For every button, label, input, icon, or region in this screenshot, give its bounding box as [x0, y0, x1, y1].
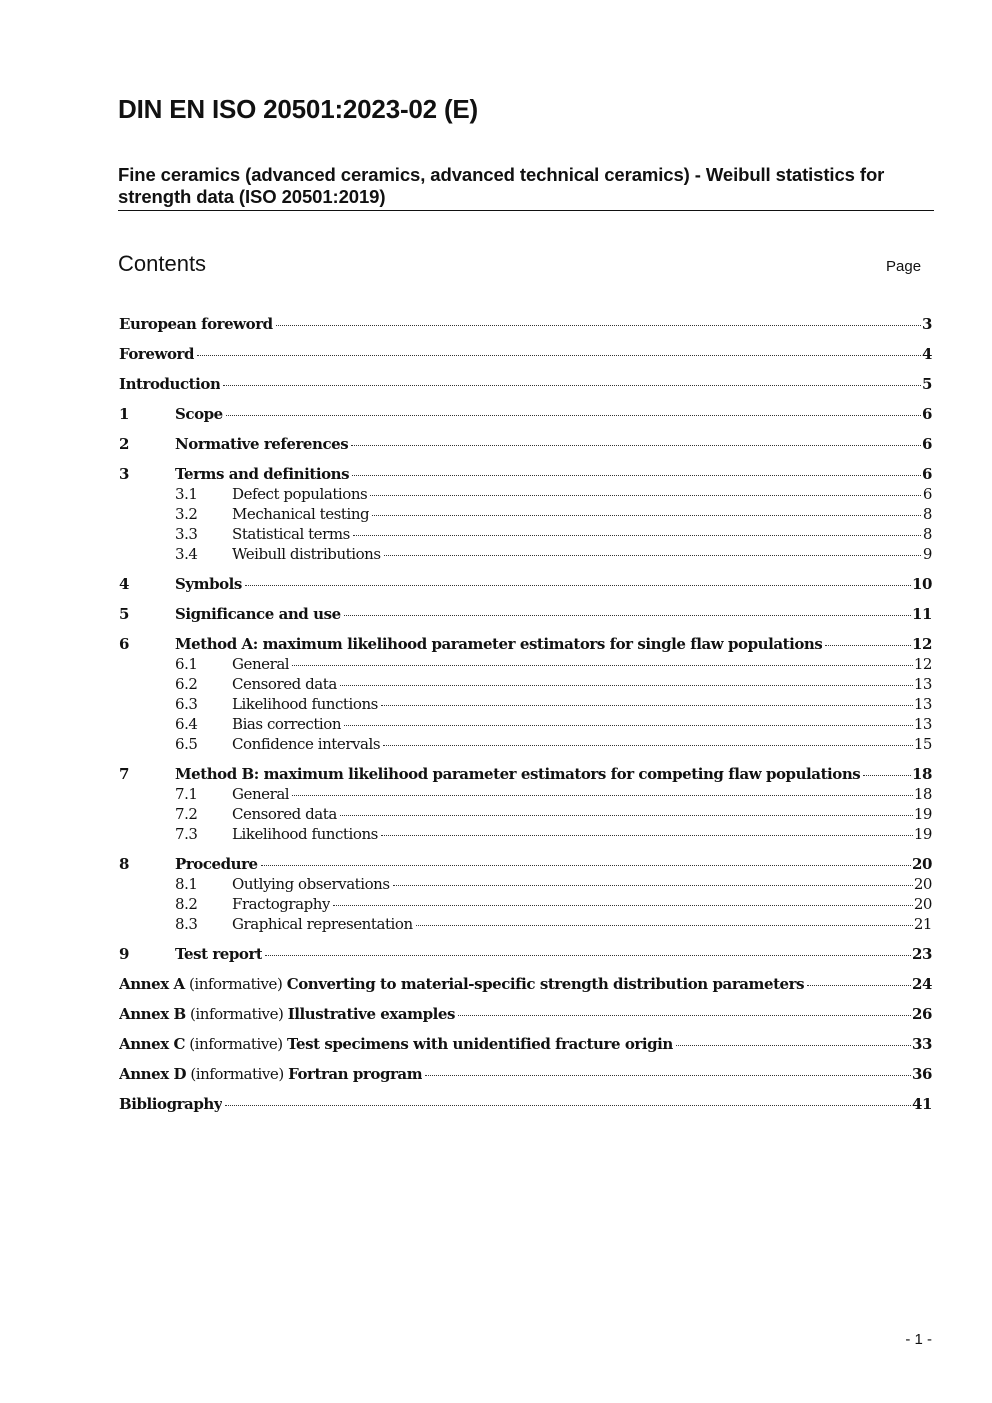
toc-entry-page: 11 — [912, 605, 932, 623]
toc-entry-number: 3 — [119, 465, 129, 483]
toc-entry-text: Weibull distributions — [232, 545, 381, 563]
toc-entry-text: Bibliography — [119, 1095, 223, 1113]
toc-entry-3-2[interactable] — [119, 504, 932, 524]
toc-entry-bibliography[interactable] — [119, 1094, 932, 1114]
toc-entry-number: 7.2 — [175, 805, 198, 823]
toc-entry-6-4[interactable] — [119, 714, 932, 734]
toc-entry-page: 4 — [922, 345, 932, 363]
dot-leader — [863, 775, 911, 776]
toc-entry-number: 3.2 — [175, 505, 198, 523]
annex-prefix: Annex B — [119, 1005, 186, 1023]
toc-entry-text: Mechanical testing — [232, 505, 370, 523]
toc-entry-6[interactable] — [119, 634, 932, 654]
toc-entry-text: Likelihood functions — [232, 695, 378, 713]
toc-entry-number: 4 — [119, 575, 129, 593]
dot-leader — [393, 885, 913, 886]
dot-leader — [344, 725, 913, 726]
annex-prefix: Annex D — [119, 1065, 187, 1083]
toc-entry-page: 20 — [912, 855, 932, 873]
toc-entry-3-1[interactable] — [119, 484, 932, 504]
annex-prefix: Annex C — [119, 1035, 185, 1053]
toc-entry-3-3[interactable] — [119, 524, 932, 544]
toc-entry-annex-b[interactable] — [119, 1004, 932, 1024]
dot-leader — [381, 835, 913, 836]
dot-leader — [292, 795, 913, 796]
toc-entry-number: 9 — [119, 945, 129, 963]
toc-entry-text: General — [232, 655, 290, 673]
dot-leader — [197, 355, 921, 356]
toc-entry-page: 12 — [913, 655, 932, 673]
toc-entry-text: General — [232, 785, 290, 803]
toc-entry-page: 6 — [922, 485, 932, 503]
dot-leader — [265, 955, 911, 956]
toc-entry-number: 6.2 — [175, 675, 198, 693]
dot-leader — [276, 325, 921, 326]
toc-entry-number: 8 — [119, 855, 129, 873]
toc-entry-page: 13 — [913, 695, 932, 713]
toc-entry-text: Foreword — [119, 345, 194, 363]
toc-entry-page: 12 — [912, 635, 932, 653]
dot-leader — [676, 1045, 911, 1046]
toc-entry-page: 13 — [913, 715, 932, 733]
toc-entry-page: 26 — [912, 1005, 932, 1023]
annex-title: Illustrative examples — [287, 1005, 455, 1023]
toc-entry-number: 6.1 — [175, 655, 198, 673]
toc-entry-text: Normative references — [175, 435, 349, 453]
dot-leader — [353, 535, 921, 536]
toc-entry-page: 41 — [912, 1095, 932, 1113]
dot-leader — [807, 985, 911, 986]
toc-entry-6-1[interactable] — [119, 654, 932, 674]
dot-leader — [225, 1105, 911, 1106]
toc-entry-text: Bias correction — [232, 715, 342, 733]
dot-leader — [340, 815, 913, 816]
toc-entry-6-3[interactable] — [119, 694, 932, 714]
annex-qualifier: (informative) — [186, 1065, 289, 1083]
toc-entry-text: Graphical representation — [232, 915, 413, 933]
toc-entry-number: 3.1 — [175, 485, 198, 503]
annex-qualifier: (informative) — [185, 1005, 288, 1023]
toc-entry-4[interactable] — [119, 574, 932, 594]
toc-entry-text: Terms and definitions — [175, 465, 350, 483]
toc-entry-foreword[interactable] — [119, 344, 932, 364]
toc-entry-7-1[interactable] — [119, 784, 932, 804]
toc-entry-9[interactable] — [119, 944, 932, 964]
dot-leader — [351, 445, 921, 446]
toc-entry-text — [119, 1064, 422, 1084]
toc-entry-page: 18 — [913, 785, 932, 803]
toc-entry-annex-d[interactable] — [119, 1064, 932, 1084]
toc-entry-text — [119, 1004, 455, 1024]
toc-entry-page: 6 — [922, 405, 932, 423]
toc-entry-text: Censored data — [232, 675, 337, 693]
page-number: - 1 - — [905, 1331, 932, 1348]
dot-leader — [226, 415, 921, 416]
toc-entry-text: Method A: maximum likelihood parameter estimators for single flaw populations — [175, 635, 823, 653]
toc-entry-page: 3 — [922, 315, 932, 333]
toc-entry-text: Defect populations — [232, 485, 368, 503]
toc-entry-annex-c[interactable] — [119, 1034, 932, 1054]
dot-leader — [223, 385, 921, 386]
dot-leader — [384, 555, 921, 556]
toc-entry-6-5[interactable] — [119, 734, 932, 754]
dot-leader — [340, 685, 913, 686]
page-column-heading: Page — [886, 258, 922, 275]
annex-qualifier: (informative) — [184, 975, 287, 993]
toc-entry-text: Statistical terms — [232, 525, 350, 543]
toc-entry-5[interactable] — [119, 604, 932, 624]
toc-entry-page: 15 — [913, 735, 932, 753]
toc-entry-annex-a[interactable] — [119, 974, 932, 994]
toc-entry-introduction[interactable] — [119, 374, 932, 394]
toc-entry-2[interactable] — [119, 434, 932, 454]
toc-entry-page: 6 — [922, 465, 932, 483]
toc-entry-number: 6 — [119, 635, 129, 653]
toc-entry-text: Significance and use — [175, 605, 341, 623]
annex-title: Test specimens with unidentified fracture origin — [287, 1035, 673, 1053]
toc-entry-page: 24 — [912, 975, 932, 993]
toc-entry-text: Confidence intervals — [232, 735, 381, 753]
dot-leader — [245, 585, 911, 586]
toc-entry-page: 8 — [922, 525, 932, 543]
toc-entry-page: 18 — [912, 765, 932, 783]
dot-leader — [416, 925, 913, 926]
dot-leader — [381, 705, 913, 706]
toc-entry-page: 8 — [922, 505, 932, 523]
dot-leader — [825, 645, 911, 646]
toc-entry-page: 36 — [912, 1065, 932, 1083]
document-id: DIN EN ISO 20501:2023-02 (E) — [118, 94, 479, 124]
toc-entry-page: 20 — [913, 875, 932, 893]
toc-entry-text: Likelihood functions — [232, 825, 378, 843]
toc-entry-number: 7.3 — [175, 825, 198, 843]
toc-entry-8-2[interactable] — [119, 894, 932, 914]
dot-leader — [261, 865, 911, 866]
annex-qualifier: (informative) — [184, 1035, 287, 1053]
toc-entry-7-2[interactable] — [119, 804, 932, 824]
toc-entry-page: 6 — [922, 435, 932, 453]
toc-entry-text: Procedure — [175, 855, 258, 873]
toc-entry-7[interactable] — [119, 764, 932, 784]
toc-entry-number: 7 — [119, 765, 129, 783]
dot-leader — [344, 615, 911, 616]
dot-leader — [352, 475, 921, 476]
annex-title: Fortran program — [288, 1065, 423, 1083]
toc-entry-number: 8.2 — [175, 895, 198, 913]
toc-entry-number: 8.3 — [175, 915, 198, 933]
toc-entry-text: Introduction — [119, 375, 221, 393]
dot-leader — [372, 515, 921, 516]
title-rule — [118, 210, 934, 211]
toc-entry-text: Test report — [175, 945, 263, 963]
table-of-contents — [119, 314, 932, 1114]
document-title: Fine ceramics (advanced ceramics, advanced technical ceramics) - Weibull statistics for strength data (ISO 20501:2019) — [118, 164, 885, 207]
toc-entry-8-3[interactable] — [119, 914, 932, 934]
toc-entry-number: 6.5 — [175, 735, 198, 753]
toc-entry-number: 6.3 — [175, 695, 198, 713]
toc-entry-page: 19 — [913, 825, 932, 843]
contents-heading: Contents — [118, 251, 207, 276]
toc-entry-page: 10 — [912, 575, 932, 593]
toc-entry-page: 5 — [922, 375, 932, 393]
dot-leader — [370, 495, 921, 496]
toc-entry-page: 23 — [912, 945, 932, 963]
toc-entry-page: 9 — [922, 545, 932, 563]
toc-entry-page: 19 — [913, 805, 932, 823]
dot-leader — [292, 665, 913, 666]
toc-entry-number: 3.4 — [175, 545, 198, 563]
toc-entry-page: 20 — [913, 895, 932, 913]
toc-entry-number: 8.1 — [175, 875, 198, 893]
dot-leader — [458, 1015, 911, 1016]
toc-entry-6-2[interactable] — [119, 674, 932, 694]
toc-entry-text — [119, 1034, 673, 1054]
toc-entry-number: 5 — [119, 605, 129, 623]
toc-entry-3-4[interactable] — [119, 544, 932, 564]
toc-entry-text: Symbols — [175, 575, 242, 593]
toc-entry-number: 1 — [119, 405, 129, 423]
toc-entry-text — [119, 974, 804, 994]
toc-entry-number: 7.1 — [175, 785, 198, 803]
toc-entry-3[interactable] — [119, 464, 932, 484]
annex-prefix: Annex A — [119, 975, 185, 993]
toc-entry-text: Outlying observations — [232, 875, 390, 893]
toc-entry-1[interactable] — [119, 404, 932, 424]
toc-entry-text: Method B: maximum likelihood parameter estimators for competing flaw populations — [175, 765, 861, 783]
toc-entry-8-1[interactable] — [119, 874, 932, 894]
toc-entry-text: Scope — [175, 405, 223, 423]
toc-entry-number: 3.3 — [175, 525, 198, 543]
toc-entry-number: 2 — [119, 435, 129, 453]
toc-entry-european-foreword[interactable] — [119, 314, 932, 334]
dot-leader — [425, 1075, 911, 1076]
toc-entry-page: 21 — [913, 915, 932, 933]
toc-entry-text: Censored data — [232, 805, 337, 823]
toc-entry-page: 33 — [912, 1035, 932, 1053]
toc-entry-7-3[interactable] — [119, 824, 932, 844]
dot-leader — [333, 905, 913, 906]
toc-entry-8[interactable] — [119, 854, 932, 874]
toc-entry-number: 6.4 — [175, 715, 198, 733]
toc-entry-text: Fractography — [232, 895, 331, 913]
toc-entry-page: 13 — [913, 675, 932, 693]
annex-title: Converting to material-specific strength distribution parameters — [286, 975, 805, 993]
toc-entry-text: European foreword — [119, 315, 273, 333]
dot-leader — [383, 745, 913, 746]
